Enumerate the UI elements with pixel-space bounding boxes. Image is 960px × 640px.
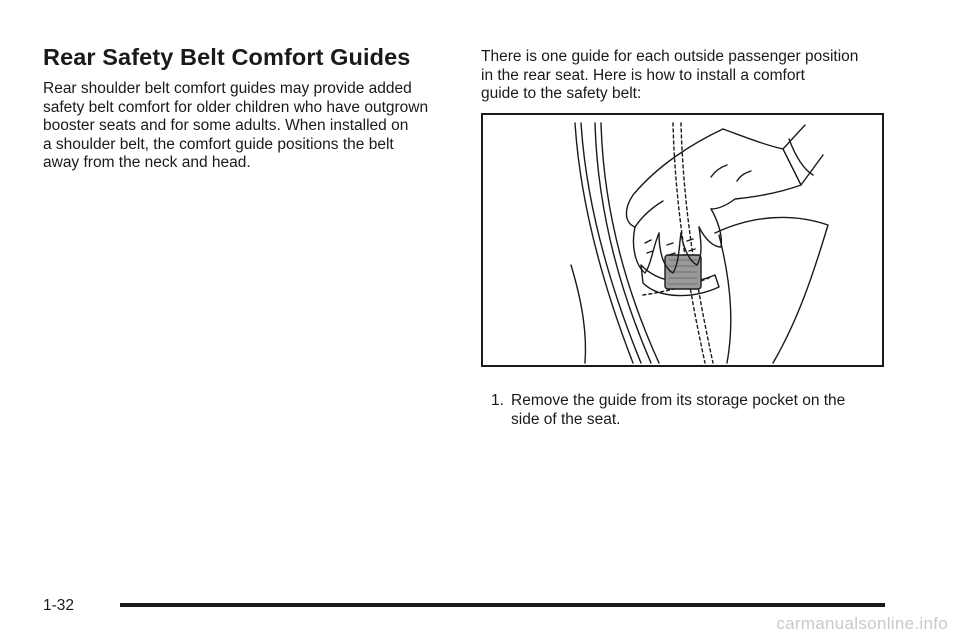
step-line: side of the seat. [511,410,621,428]
page-title: Rear Safety Belt Comfort Guides [43,44,411,70]
page-number: 1-32 [43,597,75,614]
step-item [491,392,891,429]
hand-removing-guide-drawing [483,115,882,365]
step-line: Remove the guide from its storage pocket on the [511,392,846,409]
intro-paragraph [43,80,455,173]
intro-line: away from the neck and head. [43,154,251,172]
install-intro-paragraph [481,48,901,104]
step-number: 1. [491,392,504,409]
footer-rule [120,603,885,607]
intro-line: booster seats and for some adults. When installed on [43,117,409,135]
intro-line: safety belt comfort for older children who have outgrown [43,98,429,116]
intro-line: a shoulder belt, the comfort guide positions the belt [43,135,394,153]
install-intro-line: in the rear seat. Here is how to install a comfort [481,66,805,84]
step-text [511,392,891,429]
install-intro-line: There is one guide for each outside passenger position [481,48,859,65]
intro-line: Rear shoulder belt comfort guides may provide added [43,80,412,97]
watermark-text: carmanualsonline.info [776,614,948,633]
comfort-guide-illustration [481,113,884,367]
install-intro-line: guide to the safety belt: [481,85,642,103]
